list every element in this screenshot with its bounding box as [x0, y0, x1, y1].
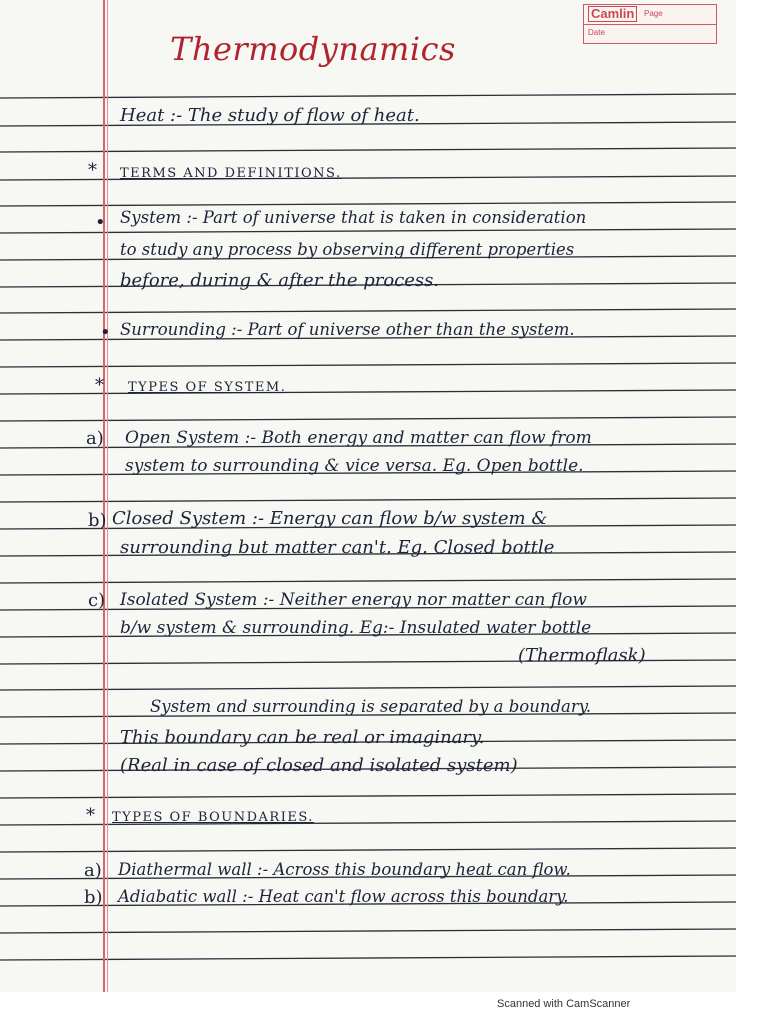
diathermal-wall-line: Diathermal wall :- Across this boundary heat can flow. — [118, 860, 571, 879]
page-label: Page — [644, 9, 663, 18]
open-marker: a) — [86, 428, 104, 449]
adiabatic-marker: b) — [84, 887, 103, 908]
system-line-3: before, during & after the process. — [120, 270, 440, 291]
ruled-line — [0, 176, 736, 180]
margin-line-inner — [107, 0, 108, 992]
closed-system-line-2: surrounding but matter can't. Eg. Closed bottle — [120, 537, 555, 558]
types-marker: * — [95, 375, 104, 396]
ruled-line — [0, 498, 736, 502]
page-title: Thermodynamics — [170, 30, 456, 68]
ruled-line — [0, 848, 736, 852]
system-line-1: System :- Part of universe that is taken in consideration — [120, 208, 587, 227]
system-marker: • — [95, 212, 106, 233]
system-line-2: to study any process by observing different properties — [120, 240, 575, 259]
isolated-system-line-1: Isolated System :- Neither energy nor matter can flow — [120, 590, 587, 610]
ruled-line — [0, 309, 736, 313]
boundary-line-3: (Real in case of closed and isolated system) — [120, 755, 518, 776]
ruled-line — [0, 417, 736, 421]
open-system-line-2: system to surrounding & vice versa. Eg. Open bottle. — [125, 456, 584, 476]
adiabatic-wall-line: Adiabatic wall :- Heat can't flow across this boundary. — [118, 887, 569, 906]
types-of-boundaries-heading: TYPES OF BOUNDARIES. — [112, 810, 314, 825]
open-system-line-1: Open System :- Both energy and matter can flow from — [125, 428, 592, 448]
isolated-system-line-3: (Thermoflask) — [518, 645, 646, 666]
boundary-line-1: System and surrounding is separated by a boundary. — [150, 697, 592, 716]
ruled-line — [0, 229, 736, 233]
ruled-line — [0, 94, 736, 98]
surrounding-marker: • — [100, 322, 111, 343]
closed-marker: b) — [88, 510, 107, 531]
heat-definition: Heat :- The study of flow of heat. — [120, 105, 420, 126]
isolated-system-line-2: b/w system & surrounding. Eg:- Insulated water bottle — [120, 618, 592, 638]
ruled-line — [0, 686, 736, 690]
date-label: Date — [588, 28, 605, 37]
ruled-line — [0, 956, 736, 960]
boundaries-marker: * — [86, 805, 95, 826]
ruled-line — [0, 579, 736, 583]
isolated-marker: c) — [88, 590, 106, 611]
ruled-line — [0, 363, 736, 367]
ruled-line — [0, 929, 736, 933]
brand-logo: Camlin — [588, 6, 637, 22]
terms-heading: TERMS AND DEFINITIONS. — [120, 166, 342, 181]
diathermal-marker: a) — [84, 860, 102, 881]
terms-marker: * — [88, 160, 97, 181]
ruled-line — [0, 794, 736, 798]
ruled-line — [0, 390, 736, 394]
ruled-line — [0, 821, 736, 825]
margin-line — [103, 0, 105, 992]
boundary-line-2: This boundary can be real or imaginary. — [120, 727, 485, 748]
brand-box — [583, 4, 717, 44]
types-of-system-heading: TYPES OF SYSTEM. — [128, 380, 287, 395]
ruled-line — [0, 202, 736, 206]
ruled-line — [0, 148, 736, 152]
surrounding-definition: Surrounding :- Part of universe other than the system. — [120, 320, 575, 339]
scanner-watermark: Scanned with CamScanner — [497, 998, 631, 1010]
closed-system-line-1: Closed System :- Energy can flow b/w system & — [112, 508, 548, 529]
